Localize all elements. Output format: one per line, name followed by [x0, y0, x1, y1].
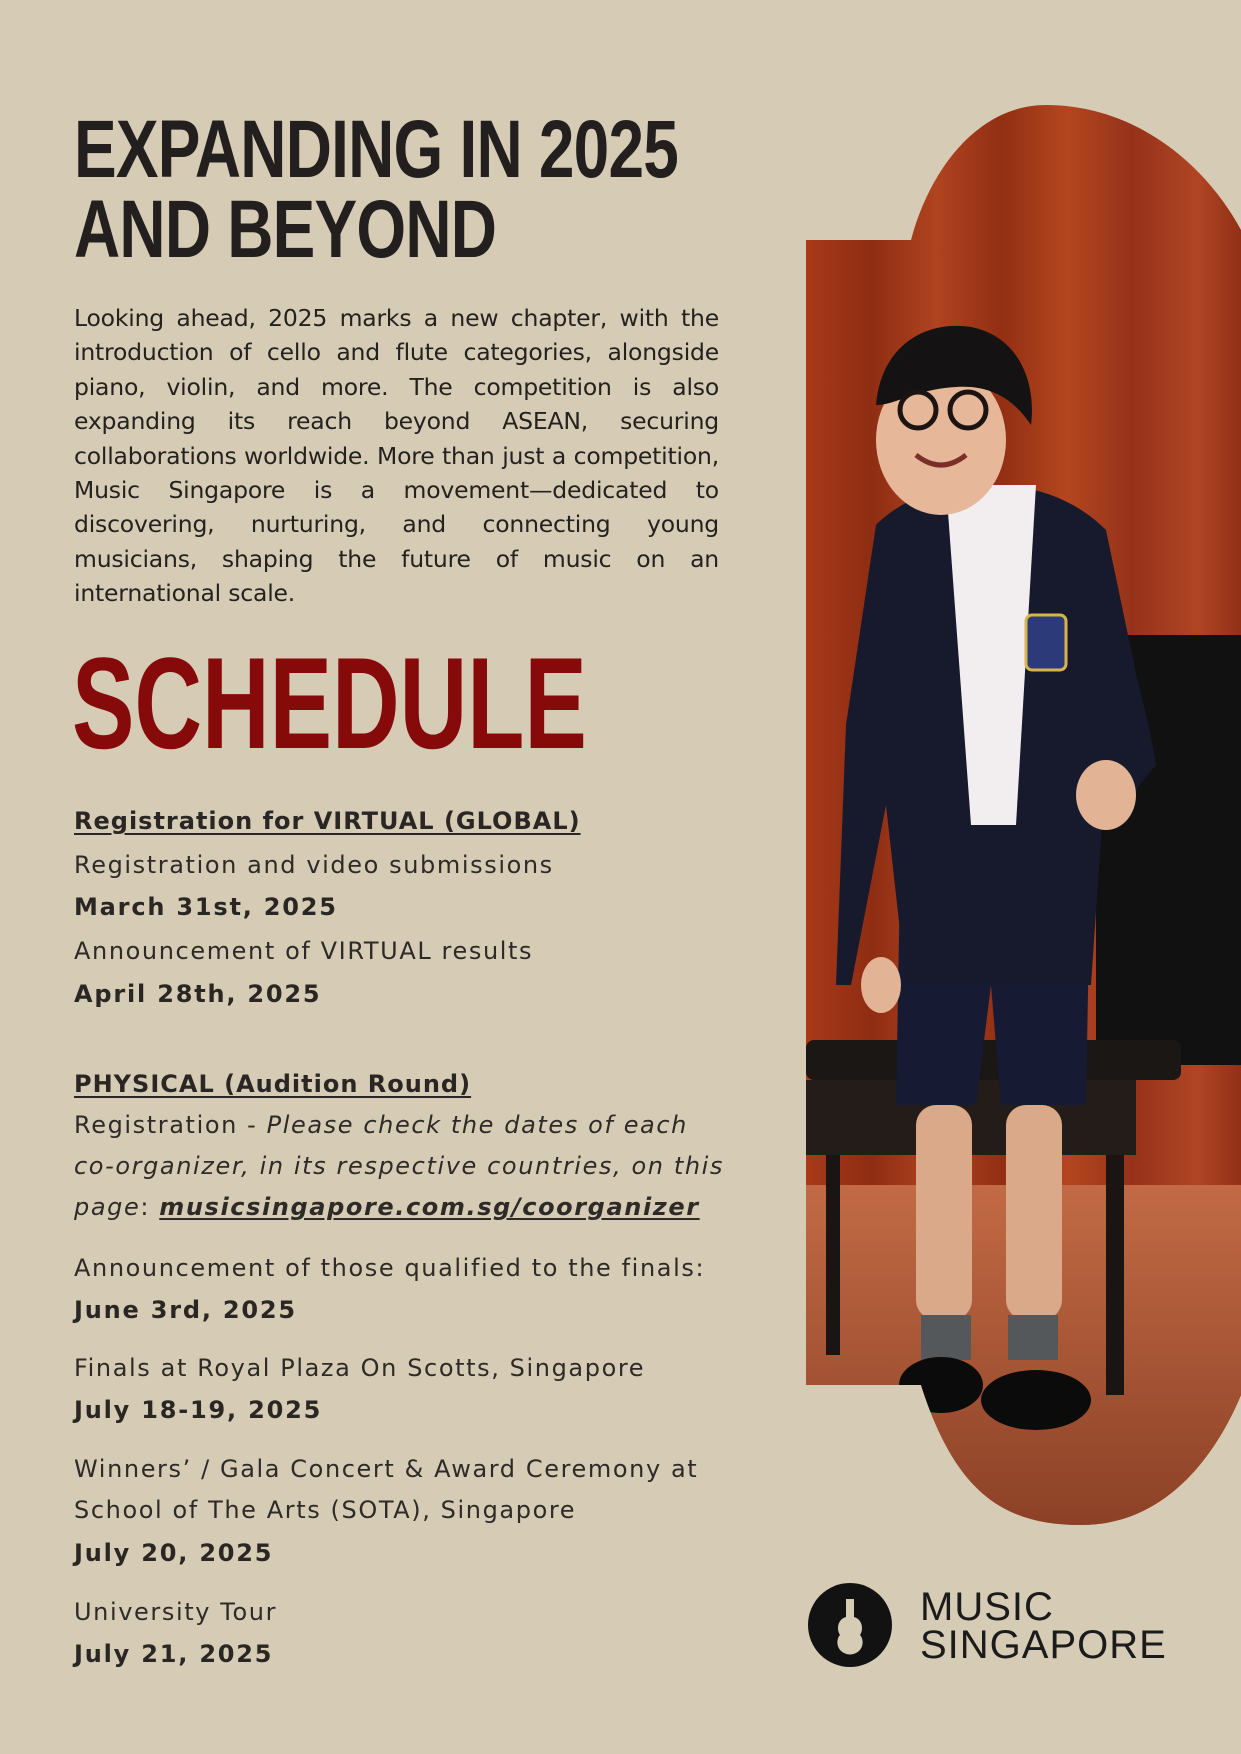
finals-label: Finals at Royal Plaza On Scotts, Singapore — [74, 1354, 646, 1382]
headline-line-1: EXPANDING IN 2025 — [74, 104, 679, 195]
finals-date: July 18-19, 2025 — [74, 1396, 323, 1424]
music-singapore-logo-icon — [808, 1583, 892, 1667]
gala-label-line-2: School of The Arts (SOTA), Singapore — [74, 1496, 577, 1524]
physical-registration-line-2: co-organizer, in its respective countries, on this — [74, 1152, 725, 1180]
virtual-registration-date: March 31st, 2025 — [74, 893, 338, 921]
page-headline — [74, 104, 679, 275]
physical-registration-prefix: Registration - — [74, 1111, 267, 1139]
qualified-date: June 3rd, 2025 — [74, 1296, 297, 1324]
gala-label — [74, 1449, 698, 1531]
gala-date: July 20, 2025 — [74, 1539, 274, 1567]
tour-date: July 21, 2025 — [74, 1640, 274, 1668]
intro-paragraph: Looking ahead, 2025 marks a new chapter, with the introduction of cello and flute categories, alongside piano, violin, and more. The competition is also expanding its reach beyond ASEAN, securing collaborations worldwide. More than just a competition, Music Singapore is a movement—dedicated to discovering, nurturing, and connecting young musicians, shaping the future of music on an international scale. — [74, 304, 719, 608]
tour-label: University Tour — [74, 1598, 278, 1626]
logo-line-2: SINGAPORE — [920, 1623, 1167, 1667]
piano-bench-top — [806, 1040, 1181, 1080]
gala-label-line-1: Winners’ / Gala Concert & Award Ceremony at — [74, 1455, 699, 1483]
physical-registration-line-3: page — [74, 1193, 141, 1221]
virtual-section-heading: Registration for VIRTUAL (GLOBAL) — [74, 807, 581, 835]
physical-registration-text: Registration - Please check the dates of each co-organizer, in its respective countries, on this page: musicsingapore.com.sg/coorganizer — [74, 1111, 725, 1221]
logo-line-1: MUSIC — [920, 1585, 1054, 1629]
virtual-results-date: April 28th, 2025 — [74, 980, 322, 1008]
headline-line-2: AND BEYOND — [74, 184, 497, 275]
schedule-title: SCHEDULE — [72, 630, 587, 776]
performer-photo — [806, 105, 1241, 1525]
physical-registration-line-1: Please check the dates of each — [266, 1111, 688, 1139]
virtual-registration-label: Registration and video submissions — [74, 851, 554, 879]
virtual-results-label: Announcement of VIRTUAL results — [74, 937, 534, 965]
qualified-label: Announcement of those qualified to the finals: — [74, 1254, 706, 1282]
coorganizer-link[interactable]: musicsingapore.com.sg/coorganizer — [159, 1193, 700, 1221]
physical-section-heading: PHYSICAL (Audition Round) — [74, 1070, 472, 1098]
music-singapore-logo-text — [920, 1585, 1167, 1667]
